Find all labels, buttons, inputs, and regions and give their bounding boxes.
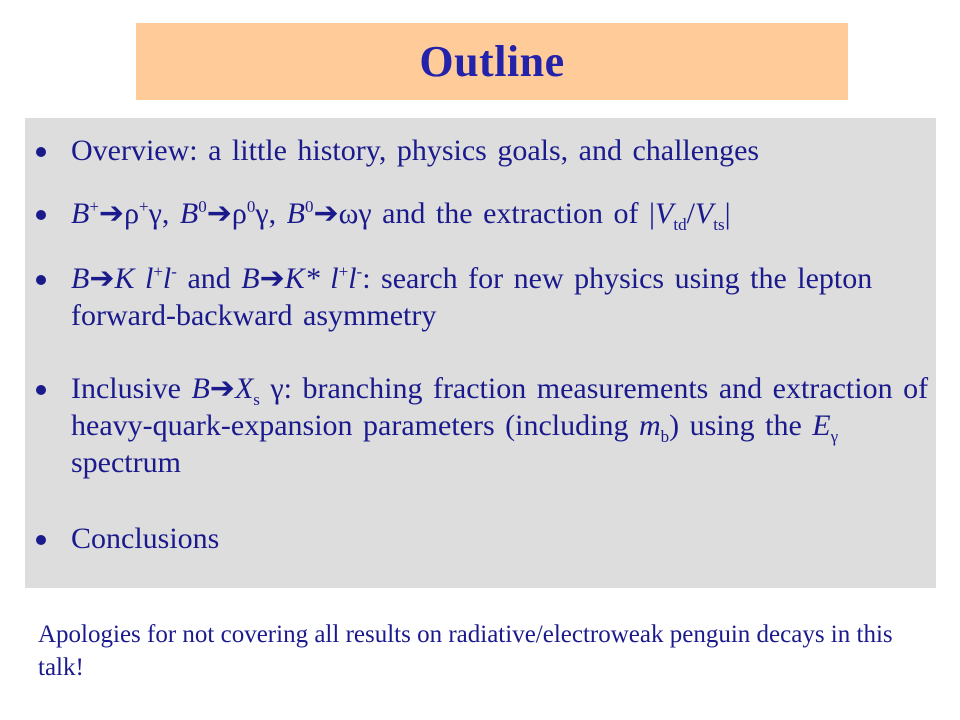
slide-title: Outline [419, 37, 565, 86]
bullet-dot-icon [36, 275, 46, 285]
bullet-radiative-decays [25, 195, 936, 235]
bullet-text: Conclusions [71, 522, 220, 555]
bullet-text: B+➔ρ+γ, $B^0➔\rho^0\gamma$, $B^0➔\omega\gamma$ and the extraction of $|V_{td}/V_{ts}|$ [71, 197, 731, 234]
bullet-kll [25, 260, 936, 340]
bullet-dot-icon [36, 210, 46, 220]
bullet-dot-icon [36, 385, 46, 395]
bullet-text: Overview: a little history, physics goals, and challenges [71, 134, 760, 167]
bullet-overview [25, 132, 936, 172]
outline-panel [25, 118, 936, 588]
bullet-dot-icon [36, 147, 46, 157]
bullet-inclusive [25, 370, 936, 490]
bullet-text: B➔K l+l- and B➔K* l+l-: search for new physics using the lepton forward-backward asymmetry [71, 262, 873, 332]
footnote: Apologies for not covering all results on radiative/electroweak penguin decays in this talk! [38, 621, 893, 681]
bullet-dot-icon [36, 535, 46, 545]
bullet-conclusions [25, 520, 936, 560]
title-banner [136, 23, 848, 100]
bullet-text: Inclusive $B➔X_s$ γ: branching fraction measurements and extraction of heavy-quark-expansion parameters (including $m_b$) using the $E_\gamma$ spectrum [71, 372, 929, 479]
